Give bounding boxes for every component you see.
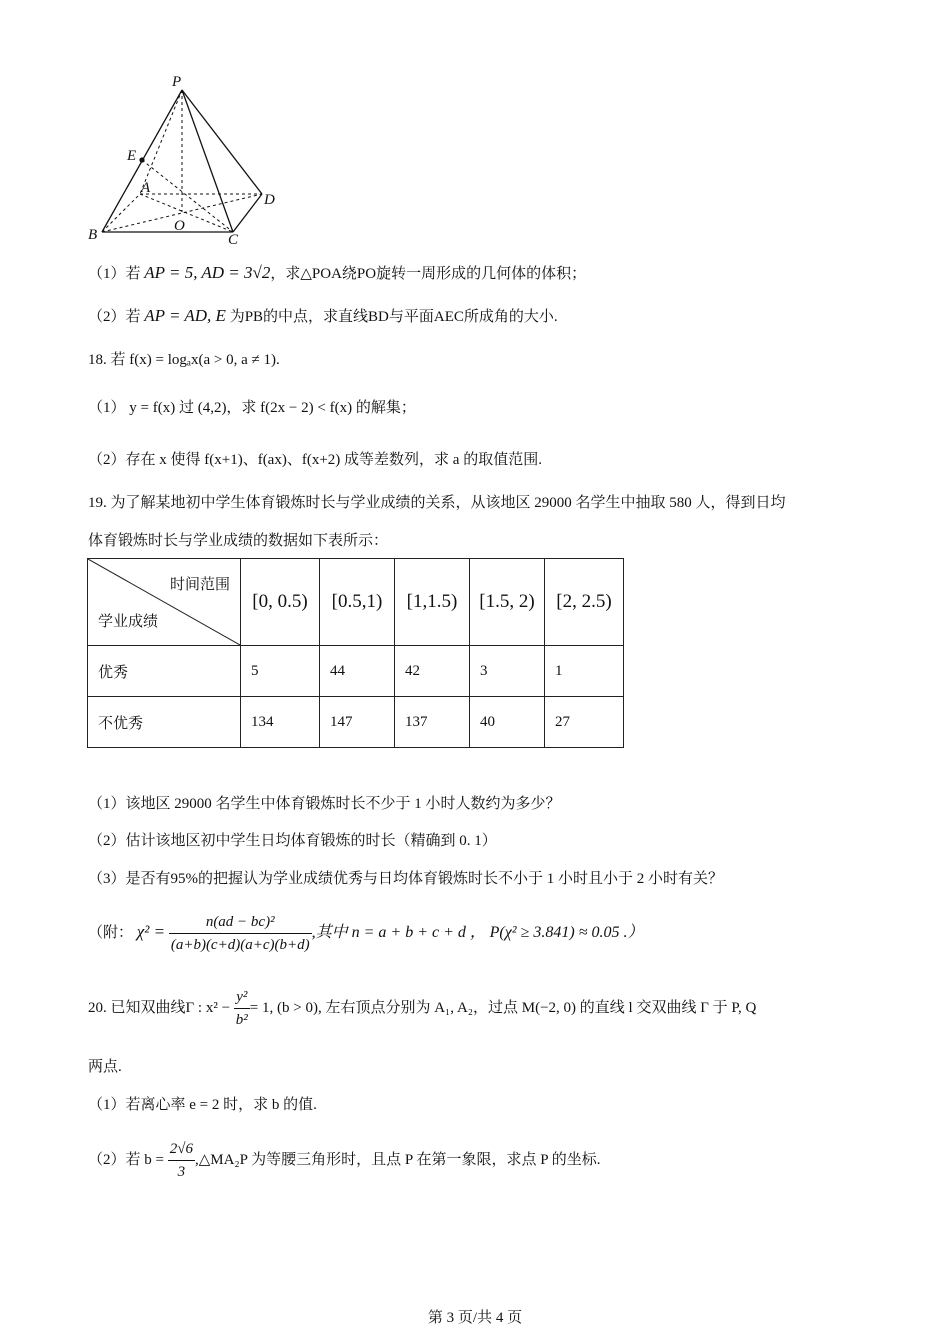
row-label: 不优秀 — [88, 697, 241, 748]
table-header-cell: [0.5,1) — [320, 559, 395, 646]
q17-part2-math: AP = AD, E — [144, 306, 226, 325]
table-row — [88, 697, 624, 748]
q19-stem-line1: 19. 为了解某地初中学生体育锻炼时长与学业成绩的关系，从该地区 29000 名学生中抽取 580 人，得到日均 — [88, 495, 786, 511]
table-header-cell: [1.5, 2) — [470, 559, 545, 646]
label-b: B — [88, 227, 98, 243]
corner-top-label: 时间范围 — [169, 577, 230, 593]
q19-part2: （2）估计该地区初中学生日均体育锻炼的时长（精确到 0. 1） — [88, 833, 497, 849]
table-cell: 137 — [395, 697, 470, 748]
data-table — [87, 558, 624, 748]
q19-stem-line2: 体育锻炼时长与学业成绩的数据如下表所示： — [88, 533, 389, 549]
q19-part1: （1）该地区 29000 名学生中体育锻炼时长不少于 1 小时人数约为多少？ — [88, 796, 561, 812]
table-row — [88, 646, 624, 697]
table-header-cell: [0, 0.5) — [241, 559, 320, 646]
q20-part2: （2）若 b = $\frac{2√6}{3}$ ,△MA₂P 为等腰三角形时，且点 P 在第一象限，求点 P 的坐标. — [88, 1136, 601, 1184]
label-e: E — [127, 148, 137, 164]
label-a: A — [141, 180, 151, 196]
q20-stem-line2: 两点. — [88, 1059, 122, 1075]
table-cell: 44 — [320, 646, 395, 697]
q17-part2: （2）若 AP = AD, E 为PB的中点，求直线BD与平面AEC所成角的大小. — [88, 306, 558, 325]
q18-stem: 18. 若 f(x) = logₐx(a > 0, a ≠ 1). — [88, 352, 280, 368]
table-cell: 42 — [395, 646, 470, 697]
table-header-cell: [1,1.5) — [395, 559, 470, 646]
q19-part3: （3）是否有95%的把握认为学业成绩优秀与日均体育锻炼时长不小于 1 小时且小于 2 小时有关？ — [88, 871, 723, 887]
q20-stem: 20. 已知双曲线Γ : x² − $\frac{\text{y²}}{\text{b²}}$ = 1, (b > 0), 左右顶点分别为 A₁, A₂，过点 M(−2, 0) 的直线 l 交双曲线 Γ 于 P, Q — [88, 984, 756, 1032]
table-header-cell: [2, 2.5) — [545, 559, 624, 646]
q20-b-fraction: $\frac{2√6}{3}$ — [168, 1138, 195, 1183]
q18-part2: （2）存在 x 使得 f(x+1)、f(ax)、f(x+2) 成等差数列，求 a 的取值范围. — [88, 452, 542, 468]
table-corner-cell — [88, 559, 241, 646]
label-c: C — [228, 232, 239, 248]
q20-fraction: $\frac{\text{y²}}{\text{b²}}$ — [234, 986, 250, 1031]
table-cell: 1 — [545, 646, 624, 697]
pyramid-figure — [80, 70, 300, 250]
q17-part1: （1）若 AP = 5, AD = 3√2，求△POA绕PO旋转一周形成的几何体的体积； — [88, 263, 587, 282]
q17-part1-math: AP = 5, AD = 3√2 — [144, 263, 271, 282]
table-cell: 27 — [545, 697, 624, 748]
label-d: D — [264, 192, 275, 208]
q20-part1: （1）若离心率 e = 2 时，求 b 的值. — [88, 1097, 317, 1113]
corner-bottom-label: 学业成绩 — [98, 614, 159, 630]
chi-square-fraction: $\frac{\text{n(ad − bc)²}}{(a+b)(c+d)(a+c)(b+d)}$ — [169, 911, 312, 956]
q18-part1: （1） y = f(x) 过 (4,2)，求 f(2x − 2) < f(x) 的解集； — [88, 400, 416, 416]
row-label: 优秀 — [88, 646, 241, 697]
table-cell: 5 — [241, 646, 320, 697]
table-header-row — [88, 559, 624, 646]
q19-note: （附： χ² = $\frac{\text{n(ad − bc)²}}{(a+b)(c+d)(a+c)(b+d)}$ ,其中 n = a + b + c + d ， P(χ² ≥ 3.841) ≈ 0.05 .） — [88, 908, 643, 957]
label-p: P — [172, 74, 182, 90]
table-cell: 40 — [470, 697, 545, 748]
label-o: O — [174, 218, 185, 234]
table-cell: 147 — [320, 697, 395, 748]
page-footer: 第 3 页/共 4 页 — [427, 1310, 523, 1326]
table-cell: 3 — [470, 646, 545, 697]
table-cell: 134 — [241, 697, 320, 748]
